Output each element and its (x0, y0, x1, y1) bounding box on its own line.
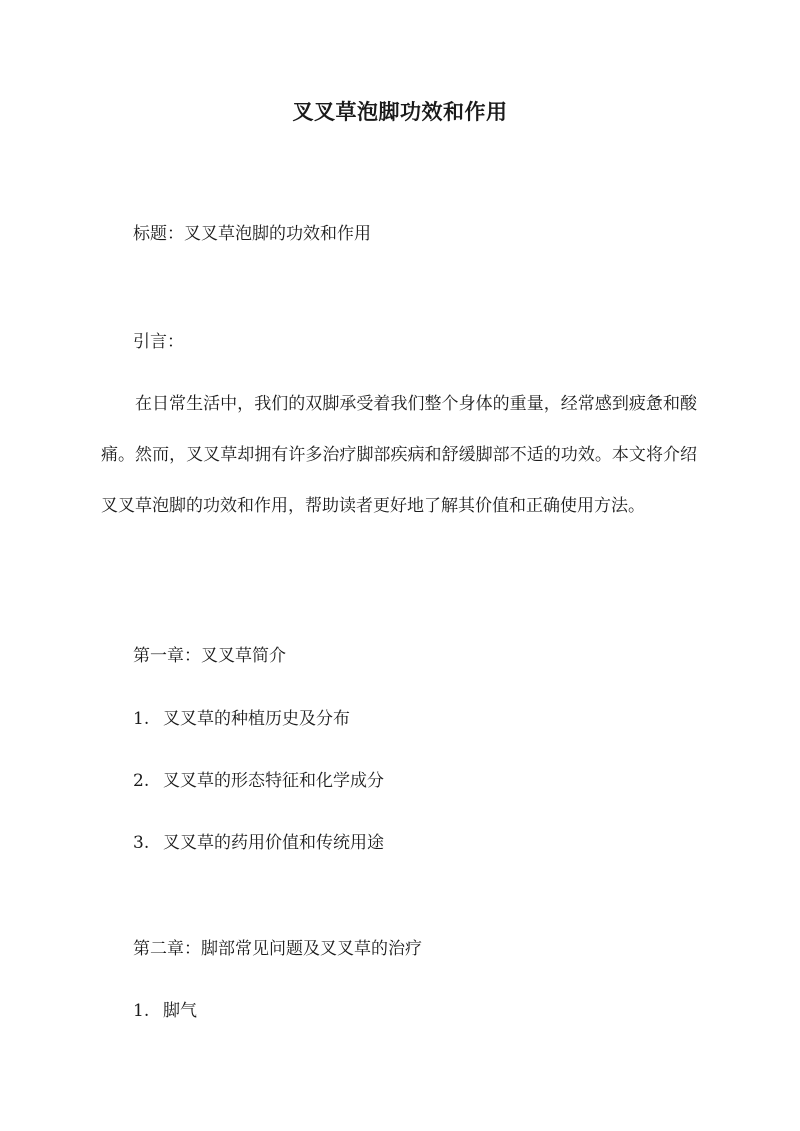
chapter2-heading: 第二章：脚部常见问题及叉叉草的治疗 (133, 939, 422, 959)
document-title: 叉叉草泡脚功效和作用 (292, 99, 508, 124)
list-item (133, 828, 384, 853)
list-item-number: 3. (133, 833, 150, 853)
subtitle-line: 标题：叉叉草泡脚的功效和作用 (133, 224, 371, 244)
intro-paragraph: 在日常生活中，我们的双脚承受着我们整个身体的重量，经常感到疲惫和酸痛。然而，叉叉草却拥有许多治疗脚部疾病和舒缓脚部不适的功效。本文将介绍叉叉草泡脚的功效和作用，帮助读者更好地了解其价值和正确使用方法。 (101, 394, 697, 516)
list-item-number: 1. (133, 709, 150, 729)
list-item-text: 脚气 (163, 1001, 197, 1021)
list-item (133, 766, 384, 791)
list-item (133, 704, 350, 729)
list-item-number: 2. (133, 771, 150, 791)
chapter1-heading: 第一章：叉叉草简介 (133, 646, 286, 666)
list-item-number: 1. (133, 1001, 150, 1021)
list-item-text: 叉叉草的形态特征和化学成分 (163, 771, 384, 791)
list-item-text: 叉叉草的药用价值和传统用途 (163, 833, 384, 853)
list-item (133, 996, 197, 1021)
list-item-text: 叉叉草的种植历史及分布 (163, 709, 350, 729)
intro-heading: 引言： (133, 332, 184, 352)
